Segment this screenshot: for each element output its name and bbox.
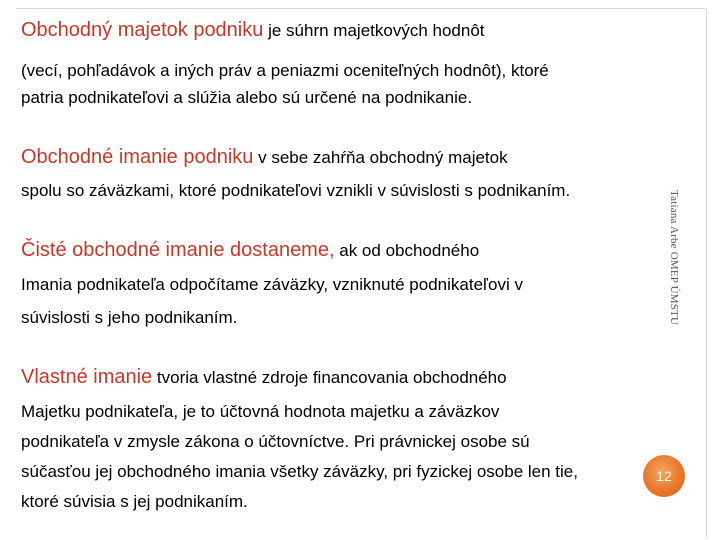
- paragraph-1-line-2: (vecí, pohľadávok a iných práv a peniazmi oceniteľných hodnôt), ktoré: [21, 61, 549, 80]
- paragraph-1-line-3: patria podnikateľovi a slúžia alebo sú určené na podnikanie.: [21, 88, 473, 107]
- term-vlastne-imanie: Vlastné imanie: [21, 366, 153, 388]
- paragraph-3-text: ak od obchodného: [334, 241, 480, 260]
- paragraph-1-line-1: [21, 20, 485, 41]
- side-author-label: Tatiana Arbe OMEP ÚMSTU: [668, 190, 680, 326]
- paragraph-2-text: v sebe zahŕňa obchodný majetok: [253, 148, 508, 167]
- paragraph-4-line-4: súčasťou jej obchodného imania všetky záväzky, pri fyzickej osobe len tie,: [21, 462, 578, 481]
- paragraph-2-line-1: [21, 147, 508, 168]
- page-number-badge: 12: [643, 455, 685, 497]
- term-obchodne-imanie: Obchodné imanie podniku: [21, 146, 254, 168]
- paragraph-1-text: je súhrn majetkových hodnôt: [263, 21, 485, 40]
- paragraph-4-line-1: [21, 367, 507, 388]
- frame-right-line: [706, 8, 707, 538]
- term-obchodny-majetok: Obchodný majetok podniku: [21, 19, 264, 41]
- paragraph-4-line-3: podnikateľa v zmysle zákona o účtovníctve. Pri právnickej osobe sú: [21, 432, 530, 451]
- frame-top-line: [16, 8, 706, 9]
- paragraph-4-text: tvoria vlastné zdroje financovania obchodného: [152, 368, 507, 387]
- paragraph-4-line-2: Majetku podnikateľa, je to účtovná hodnota majetku a záväzkov: [21, 402, 500, 421]
- paragraph-3-line-1: [21, 240, 479, 261]
- paragraph-4-line-5: ktoré súvisia s jej podnikaním.: [21, 492, 248, 511]
- paragraph-3-line-2: Imania podnikateľa odpočítame záväzky, vzniknuté podnikateľovi v: [21, 275, 523, 294]
- paragraph-2-line-2: spolu so záväzkami, ktoré podnikateľovi vznikli v súvislosti s podnikaním.: [21, 181, 571, 200]
- term-ciste-obchodne-imanie: Čisté obchodné imanie dostaneme,: [21, 239, 335, 261]
- paragraph-3-line-3: súvislosti s jeho podnikaním.: [21, 308, 238, 327]
